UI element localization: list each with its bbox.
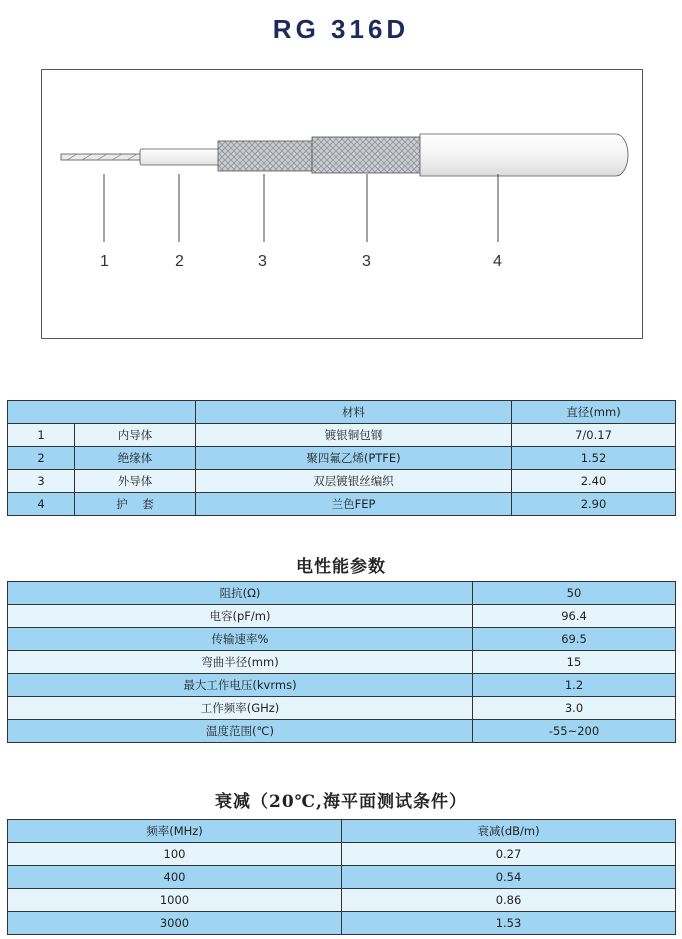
row-number: 1	[8, 424, 75, 447]
component-diameter: 2.40	[512, 470, 676, 493]
table-row	[8, 470, 676, 493]
braid-layer-2-shape	[312, 137, 422, 173]
table-row	[8, 674, 676, 697]
table-header-row	[8, 401, 676, 424]
component-material: 镀银铜包钢	[196, 424, 512, 447]
braid-layer-1-shape	[218, 141, 314, 171]
frequency-value: 100	[8, 843, 342, 866]
table-row	[8, 424, 676, 447]
part-label-3a: 3	[258, 253, 267, 270]
param-value: 96.4	[473, 605, 676, 628]
table-row	[8, 912, 676, 935]
page-title: RG 316D	[272, 14, 410, 44]
table-row	[8, 697, 676, 720]
part-label-2: 2	[175, 253, 184, 270]
param-name: 阻抗(Ω)	[8, 582, 473, 605]
row-number: 2	[8, 447, 75, 470]
table-row	[8, 720, 676, 743]
header-cell-diameter: 直径(mm)	[512, 401, 676, 424]
attenuation-value: 0.86	[342, 889, 676, 912]
jacket-shape	[420, 134, 628, 176]
component-material: 双层镀银丝编织	[196, 470, 512, 493]
component-diameter: 1.52	[512, 447, 676, 470]
param-value: 15	[473, 651, 676, 674]
param-name: 电容(pF/m)	[8, 605, 473, 628]
component-diameter: 7/0.17	[512, 424, 676, 447]
insulator-shape	[140, 149, 220, 165]
materials-table	[7, 400, 676, 516]
header-cell-blank	[8, 401, 196, 424]
component-diameter: 2.90	[512, 493, 676, 516]
table-row	[8, 843, 676, 866]
param-name: 温度范围(℃)	[8, 720, 473, 743]
part-label-3b: 3	[362, 253, 371, 270]
table-row	[8, 628, 676, 651]
cable-diagram	[41, 69, 643, 339]
frequency-value: 1000	[8, 889, 342, 912]
component-material: 聚四氟乙烯(PTFE)	[196, 447, 512, 470]
param-value: 1.2	[473, 674, 676, 697]
component-name: 护 套	[75, 493, 196, 516]
leader-lines	[104, 174, 498, 242]
attenuation-value: 0.27	[342, 843, 676, 866]
row-number: 4	[8, 493, 75, 516]
param-value: -55~200	[473, 720, 676, 743]
table-row	[8, 493, 676, 516]
param-value: 69.5	[473, 628, 676, 651]
table-row	[8, 582, 676, 605]
table-row	[8, 447, 676, 470]
frequency-value: 400	[8, 866, 342, 889]
header-cell-attenuation: 衰减(dB/m)	[342, 820, 676, 843]
part-label-4: 4	[493, 253, 502, 270]
table-row	[8, 605, 676, 628]
row-number: 3	[8, 470, 75, 493]
param-name: 工作频率(GHz)	[8, 697, 473, 720]
attenuation-table	[7, 819, 676, 935]
param-value: 50	[473, 582, 676, 605]
component-material: 兰色FEP	[196, 493, 512, 516]
electrical-table	[7, 581, 676, 743]
table-header-row	[8, 820, 676, 843]
header-cell-material: 材料	[196, 401, 512, 424]
param-name: 传输速率%	[8, 628, 473, 651]
cable-illustration	[42, 70, 642, 338]
part-label-1: 1	[100, 253, 109, 270]
param-value: 3.0	[473, 697, 676, 720]
inner-conductor-shape	[61, 154, 141, 160]
component-name: 内导体	[75, 424, 196, 447]
attenuation-value: 1.53	[342, 912, 676, 935]
table-row	[8, 651, 676, 674]
table-row	[8, 866, 676, 889]
param-name: 弯曲半径(mm)	[8, 651, 473, 674]
attenuation-value: 0.54	[342, 866, 676, 889]
component-name: 绝缘体	[75, 447, 196, 470]
attenuation-section-title: 衰减（20℃,海平面测试条件）	[215, 792, 467, 812]
component-name: 外导体	[75, 470, 196, 493]
electrical-section-title: 电性能参数	[296, 557, 386, 577]
frequency-value: 3000	[8, 912, 342, 935]
header-cell-frequency: 频率(MHz)	[8, 820, 342, 843]
param-name: 最大工作电压(kvrms)	[8, 674, 473, 697]
table-row	[8, 889, 676, 912]
